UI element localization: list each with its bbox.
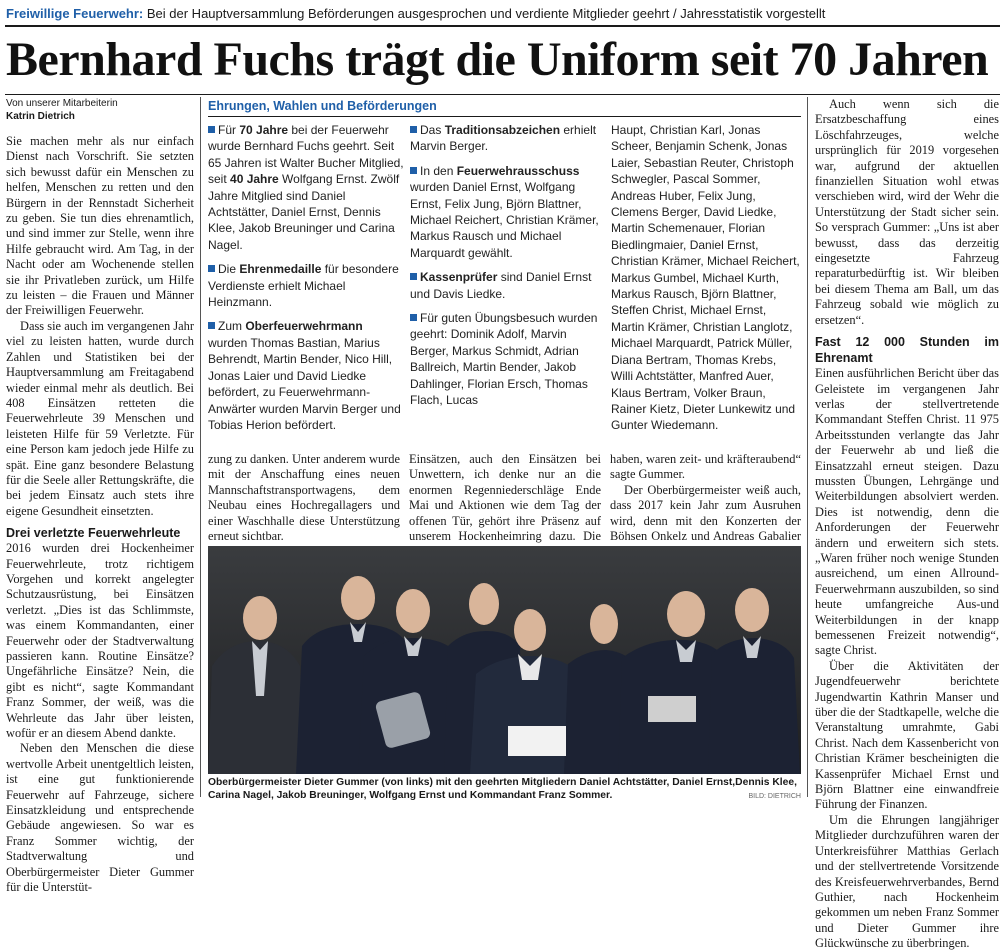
bullet-square-icon — [410, 273, 417, 280]
bullet-square-icon — [208, 265, 215, 272]
paragraph: zung zu danken. Unter anderem wurde mit der Anschaffung eines neuen Mannschaftstransportwagens, dem Neubau eines Hochregallagers und einer Waschhalle diese Unterstützung erneut sichtbar. — [208, 452, 400, 544]
infobox-item: Für guten Übungsbesuch wurden geehrt: Dominik Adolf, Marvin Berger, Markus Schmidt, Adrian Ballreich, Martin Bender, Jakob Dahlinger, Florian Ersch, Thomas Flach, Lucas — [410, 311, 598, 408]
subheading: Drei verletzte Feuerwehrleute — [6, 526, 181, 541]
bullet-square-icon — [410, 314, 417, 321]
paragraph: Auch wenn sich die Ersatzbeschaffung eines Löschfahrzeuges, welche ursprünglich für 2019 vorgesehen war, aufgrund der aktuellen finanziellen Situation wohl etwas verschieben wird, wird der Wehr die Unterstützung der Stadt sicher sein. So versprach Gummer: „Uns ist aber bewusst, dass das derzeitig eingesetzte Fahrzeug reparaturbedürftig ist. Wir bleiben bei diesem Thema am Ball, um das Fahrzeug sobald wie möglich zu ersetzen“. — [815, 97, 999, 327]
kicker-text: Bei der Hauptversammlung Beförderungen ausgesprochen und verdiente Mitglieder geehrt / Jahresstatistik vorgestellt — [143, 6, 826, 21]
paragraph: Sie machen mehr als nur einfach Dienst nach Vorschrift. Sie setzten sich bewusst dafür ein Menschen zu helfen, Menschen zu retten und den Bürgern in der Rennstadt Sicherheit zu geben. Sie tun dies ehrenamtlich, und sind immer zur Stelle, wenn ihre Hilfe gebraucht wird. Am Tag, in der Nacht oder am Wochenende stellen sie ihr Privatleben zurück, um Hilfe zu leisten – die Frauen und Männer der Freiwilligen Feuerwehr. — [6, 134, 194, 318]
infobox-column-3 — [611, 122, 801, 442]
paragraph: haben, waren zeit- und kräfteraubend“ sagte Gummer. — [610, 452, 801, 482]
infobox-column-1 — [208, 122, 404, 441]
subheading: Fast 12 000 Stunden im Ehrenamt — [815, 335, 999, 366]
paragraph: Einsätzen, auch den Einsätzen bei Unwettern, ich denke nur an die enormen Regenniederschläge Ende Mai und Aktionen wie dem Tag der offenen Tür, gehört ihre Präsenz auf unserem Hockenheimring dazu. Die — [409, 452, 601, 544]
bullet-square-icon — [410, 126, 417, 133]
group-photo — [208, 546, 801, 774]
paragraph: Um die Ehrungen langjähriger Mitglieder durchzuführen waren der Unterkreisführer Matthias Gerlach und der stellvertretende Vorsitzende des Kreisfeuerwehrverbandes, Bernd Guthier, nach Hockenheim gekommen um neben Franz Sommer und Dieter Gummer ihre Glückwünsche zu überbringen. — [815, 812, 999, 951]
infobox-item: Kassenprüfer sind Daniel Ernst und Davis Liedke. — [410, 270, 592, 301]
paragraph: Über die Aktivitäten der Jugendfeuerwehr berichtete Jugendwartin Kathrin Manser und über die der Stadtkapelle, welche die Veranstaltung umrahmte, Gabi Christ. Nach dem Kassenbericht von Christian Krämer bescheinigten die Kassenprüfer Michael Ernst und Björn Blattner eine einwandfreie Führung der Finanzen. — [815, 658, 999, 812]
byline-author: Katrin Dietrich — [6, 111, 75, 122]
column-divider — [807, 97, 808, 797]
infobox-item: Für 70 Jahre bei der Feuerwehr wurde Bernhard Fuchs geehrt. Seit 65 Jahren ist Walter Bucher Mitglied, seit 40 Jahre Wolfgang Ernst. Zwölf Jahre Mitglied sind Daniel Achtstätter, Daniel Ernst, Dennis Klee, Jakob Breuninger und Carina Nagel. — [208, 123, 404, 252]
byline-label: Von unserer Mitarbeiterin — [6, 98, 118, 109]
infobox-item: In den Feuerwehrausschuss wurden Daniel Ernst, Wolfgang Ernst, Felix Jung, Björn Blattner, Michael Reichert, Christian Krämer, Markus Rausch und Michael Marquardt gewählt. — [410, 163, 599, 260]
kicker-line — [6, 6, 1001, 22]
kicker-section: Freiwillige Feuerwehr: — [6, 6, 144, 21]
column-divider — [200, 97, 201, 797]
infobox-item: Zum Oberfeuerwehrmann wurden Thomas Bastian, Marius Behrendt, Martin Bender, Nico Hill, Jonas Laier und David Liedke befördert, zu Feuerwehrmann- Anwärter wurden Marvin Berger und Tobias Herion befördert. — [208, 319, 401, 432]
article-column-1 — [6, 97, 194, 896]
article-column-5 — [815, 97, 999, 952]
bullet-square-icon — [208, 126, 215, 133]
infobox-item: Das Traditionsabzeichen erhielt Marvin Berger. — [410, 123, 597, 154]
headline-rule — [5, 94, 1000, 95]
infobox-column-2 — [410, 122, 600, 417]
paragraph: Der Oberbürgermeister weiß auch, dass 2017 kein Jahr zum Ausruhen wird, denn mit den Konzerten der Böhsen Onkelz und Andreas Gabalier — [610, 482, 801, 544]
bullet-square-icon — [410, 167, 417, 174]
infobox-title: Ehrungen, Wahlen und Beförderungen — [208, 98, 801, 117]
bullet-square-icon — [208, 322, 215, 329]
honors-infobox — [208, 98, 801, 450]
paragraph: Dass sie auch im vergangenen Jahr viel zu leisten hatten, wurde durch Zahlen und Statistiken bei der Hauptversammlung am Freitagabend wieder einmal mehr als deutlich. Bei 408 Einsätzen retteten die Feuerwehrleute 39 Menschen und leisteten Hilfe für 59 Verletzte. Für eine Person kam jedoch jede Hilfe zu spät. Eine ganz besondere Belastung für die Seele aller Rettungskräfte, die bei jedem Einsatz auch stets ihre eigene Gesundheit einsetzten. — [6, 318, 194, 518]
paragraph: 2016 wurden drei Hockenheimer Feuerwehrleute, trotz richtigem Vorgehen und korrekt angelegter Schutzausrüstung, bei Einsätzen verletzt. „Dies ist das Schlimmste, was einem Kommandanten, einer Feuerwehr oder der Stadtverwaltung passieren kann. Routine Einsätze? Ungefährliche Einsätze? Nein, die gibt es nicht“, sagte Kommandant Franz Sommer, der weiß, was die Wehrleute das Jahr über leisten, wofür er an diesem Abend dankte. — [6, 541, 194, 741]
top-rule — [5, 25, 1000, 27]
infobox-item: Haupt, Christian Karl, Jonas Scheer, Benjamin Schenk, Jonas Laier, Sebastian Reuter, Christoph Schwegler, Pascal Sommer, Andreas Huber, Felix Jung, Clemens Berger, David Liedke, Martin Schemenauer, Florian Biedlingmaier, Daniel Ernst, Christian Krämer, Michael Reichert, Markus Gumbel, Michael Kurth, Markus Rausch, Björn Blattner, Steffen Christ, Michael Ernst, Martin Krämer, Christian Langlotz, Michael Marquardt, Patrick Müller, Diana Bertram, Thomas Krebs, Willi Achtstätter, Manfred Auer, Klaus Bertram, Volker Braun, Rainer Kietz, Dieter Lunkewitz und Gunter Wiedemann. — [611, 123, 800, 433]
photo-caption: Oberbürgermeister Dieter Gummer (von links) mit den geehrten Mitgliedern Daniel Achtstätter, Daniel Ernst,Dennis Klee, Carina Nagel, Jakob Breuninger, Wolfgang Ernst und Kommandant Franz Sommer. — [208, 777, 797, 801]
group-photo-illustration — [208, 546, 801, 774]
headline: Bernhard Fuchs trägt die Uniform seit 70 Jahren — [6, 33, 989, 86]
paragraph: Einen ausführlichen Bericht über das Geleistete im vergangenen Jahr verlas der stellvertretende Kommandant Steffen Christ. 11 975 Arbeitsstunden verlangte das Jahr der Feuerwehr ab und ließ die Einsatzzahl erneut steigen. Dazu mussten Übungen, Lehrgänge und Weiterbildungen absolviert werden. Dies ist notwendig, denn die Anforderungen der Feuerwehr ändern und erweitern sich stets. „Waren früher noch wenige Stunden ausreichend, um einen Allround-Feuerwehrmann auszubilden, so sind heute umfangreiche Aus-und Weiterbildungen in der knapp bemessenen Freizeit notwendig“, sagte Christ. — [815, 366, 999, 658]
photo-credit: BILD: DIETRICH — [748, 793, 801, 800]
infobox-item: Die Ehrenmedaille für besondere Verdienste erhielt Michael Heinzmann. — [208, 262, 399, 310]
paragraph: Neben den Menschen die diese wertvolle Arbeit unentgeltlich leisten, ist eine gut funktionierende Feuerwehr auf Fahrzeuge, sichere Einsatzkleidung und entsprechende Gebäude angewiesen. So war es Franz Sommer wichtig, der Stadtverwaltung und Oberbürgermeister Dieter Gummer für die Unterstüt- — [6, 741, 194, 895]
